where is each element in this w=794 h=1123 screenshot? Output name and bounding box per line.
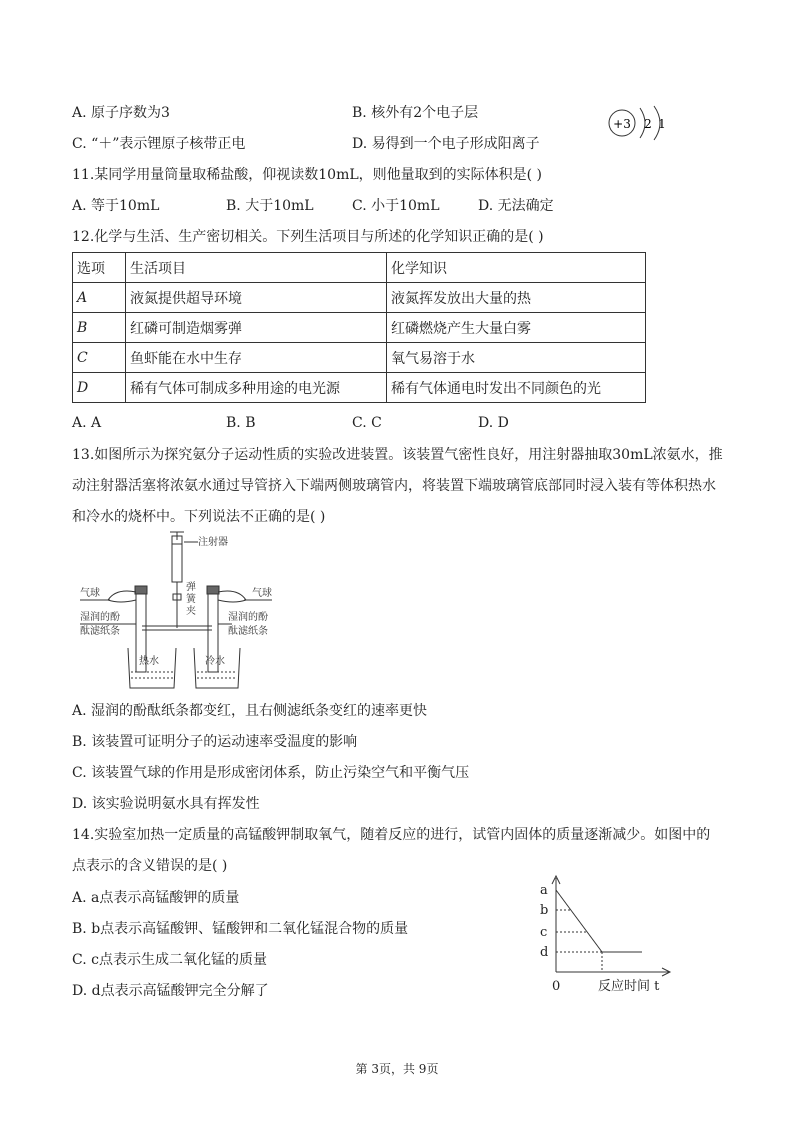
q13-option-b: B. 该装置可证明分子的运动速率受温度的影响 [72,734,358,750]
point-a-label: a [540,883,548,898]
q10-option-b: B. 核外有2个电子层 [352,105,479,121]
table-cell: D [73,373,126,403]
table-row [73,343,646,373]
q11-option-c: C. 小于10mL [352,198,440,214]
q10-option-c: C. “＋”表示锂原子核带正电 [72,136,246,152]
syringe-label: 注射器 [198,537,228,548]
table-cell: 氧气易溶于水 [387,343,646,373]
q10-option-d: D. 易得到一个电子形成阳离子 [352,136,540,152]
x-axis-label: 反应时间 t [598,979,660,994]
table-cell: C [73,343,126,373]
left-balloon-icon [108,591,136,602]
table-cell: 红磷燃烧产生大量白雾 [387,313,646,343]
q12-option-d: D. D [478,415,509,431]
q14-option-c: C. c点表示生成二氧化锰的质量 [72,952,267,968]
table-cell: A [73,283,126,313]
q13-option-c: C. 该装置气球的作用是形成密闭体系，防止污染空气和平衡气压 [72,765,470,781]
q11-stem: 11.某同学用量筒量取稀盐酸，仰视读数10mL，则他量取到的实际体积是( ) [72,167,543,183]
right-paper-label-2: 酞滤纸条 [228,626,268,637]
q13-stem-line-3: 和冷水的烧杯中。下列说法不正确的是( ) [72,509,326,525]
left-paper-label-2: 酞滤纸条 [80,626,120,637]
table-row [73,283,646,313]
origin-label: 0 [552,979,561,994]
atom-structure-diagram [604,100,674,146]
table-cell: 稀有气体可制成多种用途的电光源 [126,373,387,403]
mass-time-graph [520,872,680,996]
table-header-cell: 化学知识 [387,253,646,283]
q14-option-b: B. b点表示高锰酸钾、锰酸钾和二氧化锰混合物的质量 [72,921,409,937]
table-cell: 液氮提供超导环境 [126,283,387,313]
shell-2-electrons: 1 [658,117,666,131]
left-paper-label-1: 湿润的酚 [80,612,120,623]
clip-label-1: 弹 [186,582,196,593]
ammonia-apparatus-figure [76,530,286,692]
q12-stem: 12.化学与生活、生产密切相关。下列生活项目与所述的化学知识正确的是( ) [72,229,544,245]
syringe-barrel [172,536,182,582]
table-header-cell: 生活项目 [126,253,387,283]
q14-stem-line-1: 14.实验室加热一定质量的高锰酸钾制取氧气，随着反应的进行，试管内固体的质量逐渐减少。如图中的 [72,827,711,843]
table-cell: 液氮挥发放出大量的热 [387,283,646,313]
clip-label-3: 夹 [186,606,196,617]
cold-water-beaker [194,648,240,688]
q14-stem-line-2: 点表示的含义错误的是( ) [72,858,228,874]
nucleus-charge: +3 [613,117,631,131]
page-footer: 第 3页，共 9页 [355,1062,439,1076]
point-b-label: b [540,903,549,918]
q13-option-a: A. 湿润的酚酞纸条都变红，且右侧滤纸条变红的速率更快 [72,703,428,719]
point-c-label: c [540,925,548,940]
q14-option-a: A. a点表示高锰酸钾的质量 [72,890,240,906]
q10-option-a: A. 原子序数为3 [72,105,170,121]
table-header-row [73,253,646,283]
table-cell: 稀有气体通电时发出不同颜色的光 [387,373,646,403]
q13-option-d: D. 该实验说明氨水具有挥发性 [72,796,260,812]
shell-1-electrons: 2 [644,117,652,131]
table-cell: 鱼虾能在水中生存 [126,343,387,373]
right-balloon-icon [218,591,246,602]
right-balloon-label: 气球 [252,588,272,599]
q12-option-b: B. B [226,415,256,431]
table-cell: B [73,313,126,343]
q11-option-b: B. 大于10mL [226,198,314,214]
table-row [73,313,646,343]
cold-water-label: 冷水 [205,656,225,667]
table-header-cell: 选项 [73,253,126,283]
q12-option-a: A. A [72,415,102,431]
q14-option-d: D. d点表示高锰酸钾完全分解了 [72,983,269,999]
point-d-label: d [540,945,549,960]
left-balloon-label: 气球 [80,588,100,599]
q12-option-c: C. C [352,415,382,431]
table-cell: 红磷可制造烟雾弹 [126,313,387,343]
q11-option-a: A. 等于10mL [72,198,160,214]
q11-option-d: D. 无法确定 [478,198,554,214]
hot-water-beaker [128,648,176,688]
hot-water-label: 热水 [139,656,159,667]
q13-stem-line-2: 动注射器活塞将浓氨水通过导管挤入下端两侧玻璃管内，将装置下端玻璃管底部同时浸入装有等体积热水 [72,478,716,494]
right-paper-label-1: 湿润的酚 [228,612,268,623]
table-row [73,373,646,403]
clip-label-2: 簧 [186,594,196,605]
q12-table [72,252,646,403]
q13-stem-line-1: 13.如图所示为探究氨分子运动性质的实验改进装置。该装置气密性良好，用注射器抽取30mL浓氨水，推 [72,447,723,463]
mass-decrease-line [556,890,602,952]
